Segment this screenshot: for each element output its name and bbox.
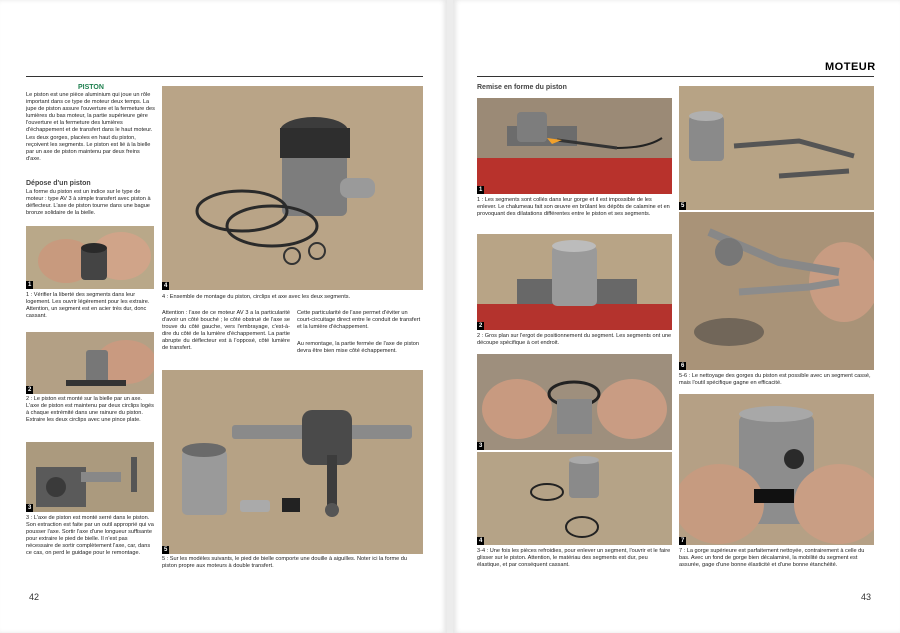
- caption-r2: 2 : Gros plan sur l'ergot de positionnement du segment. Les segments ont une découpe spécifique à cet endroit.: [477, 333, 672, 347]
- photo-r1: [477, 98, 672, 194]
- header-moteur: MOTEUR: [825, 61, 876, 73]
- photo-number: 5: [681, 203, 685, 209]
- page-number-right: 43: [861, 592, 872, 602]
- photo-number: 1: [479, 187, 483, 193]
- photo-5: [162, 370, 423, 554]
- section-title-piston: PISTON: [78, 84, 104, 91]
- subheading-depose: Dépose d'un piston: [26, 180, 91, 187]
- photo-r2: [477, 234, 672, 330]
- photo-4: [162, 86, 423, 290]
- caption-r1: 1 : Les segments sont collés dans leur gorge et il est impossible de les enlever. Le chalumeau fait son œuvre en brûlant les dépôts de calamine et en provoquant des dilatations différentes entre le piston et ses segments.: [477, 197, 670, 218]
- caption-r56: 5-6 : Le nettoyage des gorges du piston est possible avec un segment cassé, mais l'outil spécifique gagne en efficacité.: [679, 373, 871, 387]
- photo-r7: [679, 394, 874, 545]
- top-rule: [477, 76, 874, 77]
- caption-r34: 3-4 : Une fois les pièces refroidies, pour enlever un segment, l'ouvrir et le faire glisser sur le piston. Attention, le matériau des segments est dur, peu élastique, et par conséquent cassant.: [477, 548, 671, 569]
- left-page: [0, 0, 447, 633]
- photo-number: 4: [164, 283, 168, 289]
- caption-1: 1 : Vérifier la liberté des segments dans leur logement. Les ouvrir légèrement pour les extraire. Attention, un segment est en acier très dur, donc cassant.: [26, 292, 150, 320]
- caption-5: 5 : Sur les modèles suivants, le pied de bielle comporte une douille à aiguilles. Noter ici la forme du piston propre aux moteurs à double transfert.: [162, 556, 408, 570]
- intro-paragraph: Le piston est une pièce aluminium qui joue un rôle important dans ce type de moteur deux temps. La jupe de piston assure l'ouverture et la fermeture des lumières du bas moteur, la partie supérieure gère l'ouverture et la fermeture des lumières d'échappement et de transfert dans le haut moteur. Les deux gorges, placées en haut du piston, reçoivent les segments. Le piston est lié à la bielle par un axe de piston maintenu par deux freins d'axe.: [26, 92, 155, 162]
- photo-number: 7: [681, 538, 685, 544]
- photo-r3: [477, 354, 672, 450]
- photo-2: [26, 332, 154, 394]
- caption-2: 2 : Le piston est monté sur la bielle par un axe. L'axe de piston est maintenu par deux circlips logés à chaque extrémité dans une rainure du piston. Extraire les deux circlips avec une pince plate.: [26, 396, 154, 424]
- photo-3: [26, 442, 154, 512]
- photo-number: 1: [28, 282, 32, 288]
- right-page: [453, 0, 900, 633]
- depose-paragraph: La forme du piston est un indice sur le type de moteur : type AV 3 à simple transfert avec piston à déflecteur. L'axe de piston tourne dans une bague bronze solidaire de la bielle.: [26, 189, 151, 217]
- photo-1: [26, 226, 154, 289]
- photo-r5: [679, 86, 874, 210]
- top-rule: [26, 76, 423, 77]
- remontage-paragraph: Au remontage, la partie fermée de l'axe de piston devra être bien mise côté échappement.: [297, 341, 420, 355]
- attention-paragraph: Attention : l'axe de ce moteur AV 3 a la particularité d'avoir un côté bouché ; le côté obstrué de l'axe se trouve du côté gauche, vers l'embrayage, c'est-à-dire du côté de la lumière d'échappement. La partie abrupte du déflecteur est à l'opposé, côté lumière de transfert.: [162, 310, 290, 352]
- photo-number: 4: [479, 538, 483, 544]
- photo-number: 2: [28, 387, 32, 393]
- photo-number: 6: [681, 363, 685, 369]
- page-number-left: 42: [29, 592, 40, 602]
- photo-number: 2: [479, 323, 483, 329]
- photo-number: 5: [164, 547, 168, 553]
- caption-3: 3 : L'axe de piston est monté serré dans le piston. Son extraction est faite par un outil approprié qui va pousser l'axe. Sortir l'axe d'une longueur suffisante pour extraire le pied de bielle. Il n'est pas nécessaire de sortir complètement l'axe, car, dans ce cas, on perd le guidage pour le remontage.: [26, 515, 154, 557]
- subheading-remise: Remise en forme du piston: [477, 84, 567, 91]
- photo-number: 3: [28, 505, 32, 511]
- photo-number: 3: [479, 443, 483, 449]
- photo-r6: [679, 212, 874, 370]
- photo-r4: [477, 452, 672, 545]
- cette-paragraph: Cette particularité de l'axe permet d'éviter un court-circuitage direct entre le conduit de transfert et la lumière d'échappement.: [297, 310, 421, 331]
- caption-4: 4 : Ensemble de montage du piston, circlips et axe avec les deux segments.: [162, 294, 351, 300]
- caption-r7: 7 : La gorge supérieure est parfaitement nettoyée, contrairement à celle du bas. Avec un fond de gorge bien décalaminé, la mobilité du segment est assurée, gage d'une bonne élasticité et d'une bonne étanchéité.: [679, 548, 865, 569]
